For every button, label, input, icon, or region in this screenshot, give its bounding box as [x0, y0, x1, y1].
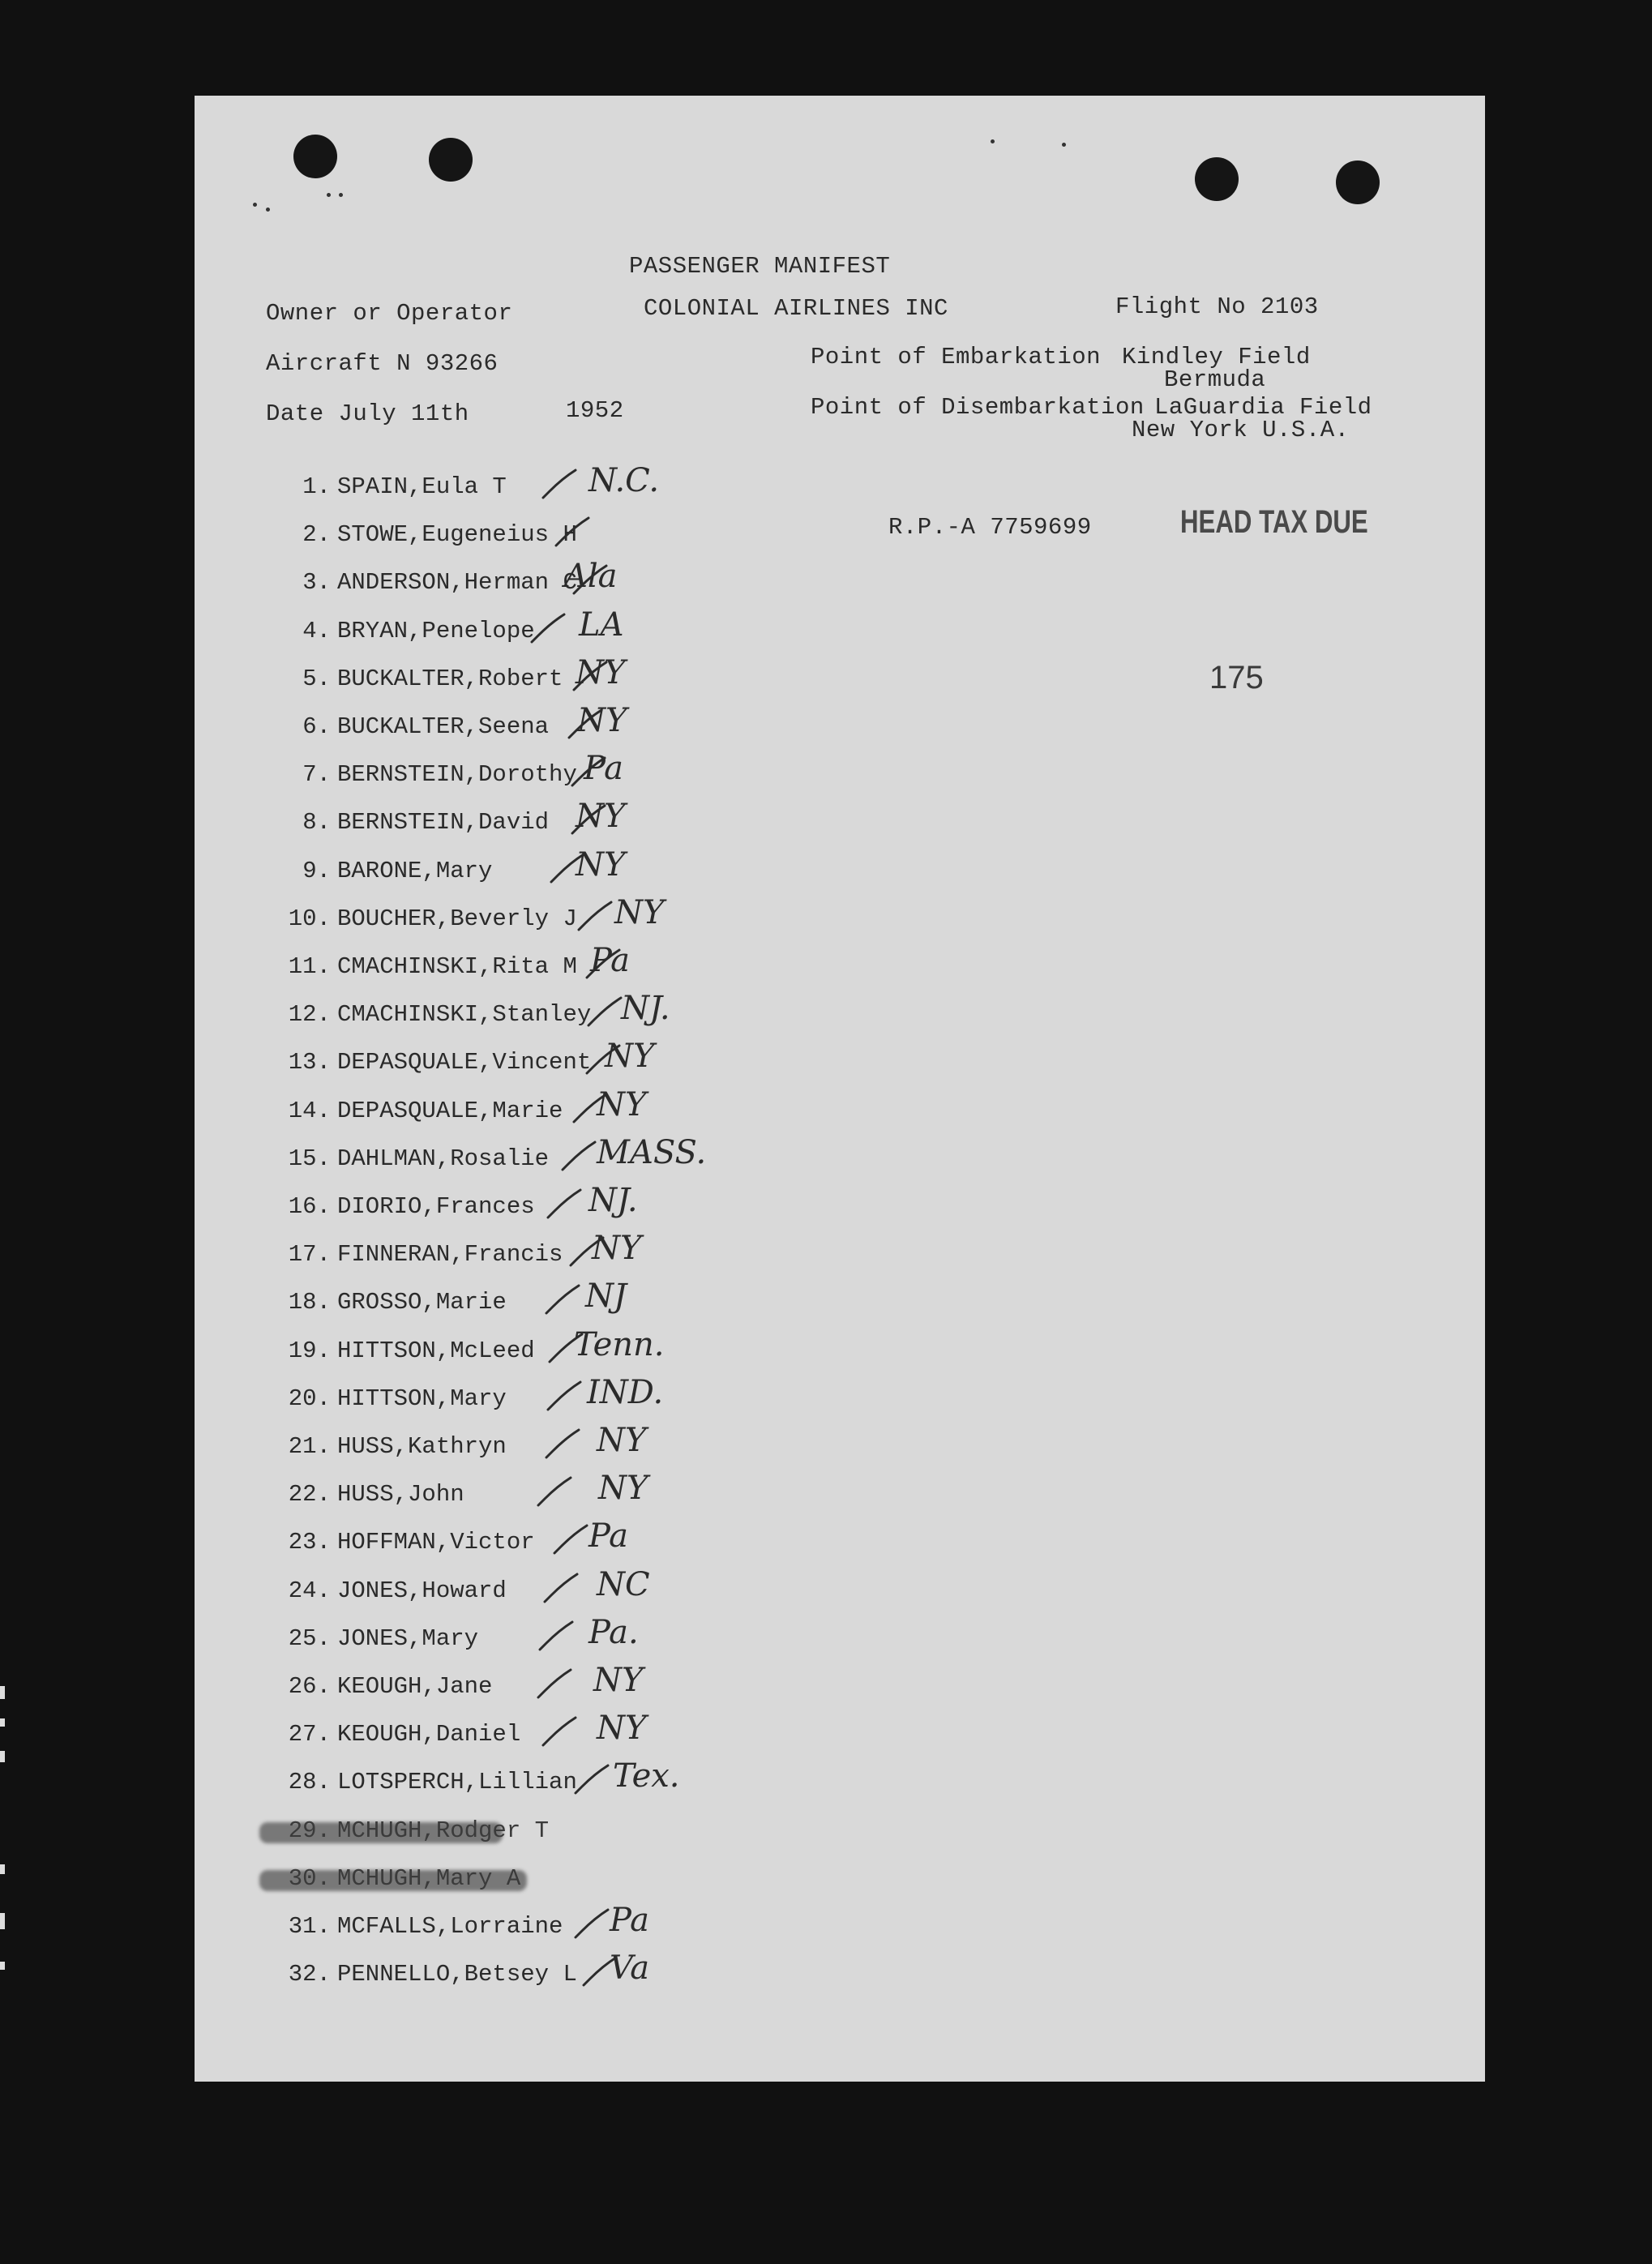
state-handwritten: NY [592, 1230, 642, 1268]
passenger-name: MCHUGH,Rodger T [337, 1817, 550, 1844]
embark-value-2: Bermuda [1164, 366, 1266, 393]
passenger-number: 14. [288, 1097, 331, 1124]
passenger-name: CMACHINSKI,Rita M [337, 953, 577, 980]
passenger-number: 23. [288, 1529, 331, 1556]
passenger-name: FINNERAN,Francis [337, 1241, 563, 1269]
embark-label: Point of Embarkation [811, 344, 1102, 370]
passenger-row [267, 1133, 1159, 1183]
passenger-number: 22. [288, 1481, 331, 1509]
passenger-row [267, 1613, 1159, 1663]
passenger-number: 30. [288, 1864, 331, 1892]
punch-hole [293, 135, 337, 178]
passenger-name: DIORIO,Frances [337, 1193, 535, 1220]
manifest-page [195, 96, 1485, 2082]
passenger-row [267, 1949, 1159, 1998]
state-handwritten: NC [597, 1565, 650, 1603]
check-mark [543, 1427, 584, 1464]
speck [1062, 143, 1066, 147]
speck [991, 139, 995, 143]
passenger-row [267, 942, 1159, 991]
passenger-row [267, 558, 1159, 606]
date-label: Date July 11th [266, 400, 469, 427]
passenger-row [267, 1662, 1159, 1710]
passenger-name: PENNELLO,Betsey L [337, 1961, 577, 1988]
passenger-number: 13. [288, 1049, 331, 1076]
owner-value: COLONIAL AIRLINES INC [644, 295, 948, 322]
passenger-name: SPAIN,Eula T [337, 473, 507, 500]
state-handwritten: NY [597, 1422, 647, 1459]
passenger-number: 1. [302, 473, 331, 500]
state-handwritten: LA [579, 606, 624, 644]
passenger-name: BUCKALTER,Seena [337, 713, 550, 740]
state-handwritten: NY [597, 1085, 647, 1123]
passenger-number: 25. [288, 1624, 331, 1652]
passenger-name: MCFALLS,Lorraine [337, 1913, 563, 1940]
passenger-row [267, 1710, 1159, 1758]
passenger-name: KEOUGH,Daniel [337, 1721, 521, 1748]
speck [253, 203, 257, 207]
passenger-number: 9. [302, 857, 331, 884]
punch-hole [1195, 157, 1239, 201]
passenger-number: 3. [302, 569, 331, 597]
passenger-row [267, 1817, 1159, 1855]
passenger-number: 17. [288, 1241, 331, 1269]
passenger-row [267, 1230, 1159, 1278]
state-handwritten: NJ [585, 1278, 627, 1316]
passenger-row [267, 1373, 1159, 1423]
passenger-number: 4. [302, 617, 331, 644]
state-handwritten: Pa [590, 942, 630, 979]
check-mark [541, 1571, 582, 1608]
state-handwritten: NY [605, 1038, 655, 1076]
passenger-name: BERNSTEIN,Dorothy [337, 761, 577, 789]
speck [327, 193, 331, 197]
passenger-name: HITTSON,Mary [337, 1385, 507, 1412]
head-tax-stamp: HEAD TAX DUE [1180, 504, 1368, 540]
passenger-name: HOFFMAN,Victor [337, 1529, 535, 1556]
passenger-number: 27. [288, 1721, 331, 1748]
passenger-row [267, 798, 1159, 846]
passenger-name: JONES,Howard [337, 1577, 507, 1604]
passenger-row [267, 1422, 1159, 1470]
passenger-number: 26. [288, 1673, 331, 1700]
passenger-row [267, 521, 1159, 559]
check-mark [572, 1907, 613, 1944]
state-handwritten: NY [577, 702, 627, 739]
check-mark [540, 1714, 580, 1752]
passenger-number: 18. [288, 1289, 331, 1316]
disembark-label: Point of Disembarkation [811, 394, 1145, 421]
punch-hole [1336, 160, 1380, 204]
passenger-name: BRYAN,Penelope [337, 617, 535, 644]
passenger-row [267, 1085, 1159, 1135]
passenger-name: KEOUGH,Jane [337, 1673, 493, 1700]
owner-label: Owner or Operator [266, 300, 513, 327]
state-handwritten: NJ. [588, 1182, 638, 1219]
passenger-name: BARONE,Mary [337, 857, 493, 884]
state-handwritten: NY [593, 1662, 644, 1699]
passenger-row [267, 1902, 1159, 1950]
state-handwritten: Pa [588, 1517, 628, 1556]
passenger-name: GROSSO,Marie [337, 1289, 507, 1316]
check-mark [537, 1619, 577, 1656]
check-mark [545, 1379, 585, 1416]
check-mark [540, 467, 580, 504]
manifest-title: PASSENGER MANIFEST [629, 253, 891, 280]
state-handwritten: NY [576, 845, 626, 884]
passenger-number: 31. [288, 1913, 331, 1940]
passenger-name: DEPASQUALE,Marie [337, 1097, 563, 1124]
state-handwritten: NY [597, 1710, 647, 1748]
passenger-row [267, 1182, 1159, 1230]
passenger-name: BOUCHER,Beverly J [337, 905, 577, 932]
check-mark [529, 611, 569, 648]
passenger-number: 2. [302, 521, 331, 549]
speck [266, 208, 270, 212]
check-mark [572, 1762, 613, 1800]
passenger-row [267, 1517, 1159, 1566]
passenger-number: 11. [288, 953, 331, 980]
passenger-name: HUSS,Kathryn [337, 1433, 507, 1460]
state-handwritten: N.C. [588, 462, 660, 499]
passenger-name: DEPASQUALE,Vincent [337, 1049, 592, 1076]
passenger-number: 21. [288, 1433, 331, 1460]
passenger-row [267, 1865, 1159, 1902]
passenger-row [267, 462, 1159, 511]
check-mark [585, 995, 626, 1032]
passenger-name: HITTSON,McLeed [337, 1337, 535, 1364]
passenger-number: 28. [288, 1769, 331, 1796]
passenger-row [267, 845, 1159, 895]
passenger-row [267, 1038, 1159, 1086]
flight-number: Flight No 2103 [1115, 293, 1319, 320]
passenger-number: 32. [288, 1961, 331, 1988]
check-mark [535, 1667, 576, 1704]
state-handwritten: NY [576, 798, 626, 836]
passenger-row [267, 1325, 1159, 1375]
state-handwritten: Pa [584, 750, 623, 788]
passenger-number: 16. [288, 1193, 331, 1220]
state-handwritten: IND. [587, 1373, 664, 1411]
aircraft-number: Aircraft N 93266 [266, 350, 499, 377]
state-handwritten: NY [576, 653, 626, 691]
passenger-number: 29. [288, 1817, 331, 1844]
passenger-row [267, 1278, 1159, 1326]
state-handwritten: Tenn. [574, 1325, 665, 1363]
passenger-name: LOTSPERCH,Lillian [337, 1769, 577, 1796]
passenger-row [267, 702, 1159, 751]
film-edge-marks [0, 0, 6, 2264]
state-handwritten: Pa [610, 1902, 649, 1939]
state-handwritten: NY [598, 1470, 648, 1508]
passenger-number: 19. [288, 1337, 331, 1364]
passenger-name: CMACHINSKI,Stanley [337, 1001, 592, 1029]
passenger-number: 24. [288, 1577, 331, 1604]
state-handwritten: NJ. [621, 990, 670, 1028]
passenger-name: HUSS,John [337, 1481, 464, 1509]
check-mark [551, 1522, 592, 1560]
passenger-number: 20. [288, 1385, 331, 1412]
count-number: 175 [1209, 660, 1264, 695]
check-mark [576, 899, 616, 936]
passenger-name: MCHUGH,Mary A [337, 1864, 521, 1892]
passenger-number: 5. [302, 665, 331, 692]
passenger-row [267, 1470, 1159, 1518]
state-handwritten: MASS. [597, 1133, 707, 1171]
passenger-row [267, 1757, 1159, 1806]
check-mark [535, 1474, 576, 1512]
disembark-value: LaGuardia Field [1154, 394, 1372, 421]
passenger-name: ANDERSON,Herman C [337, 569, 577, 597]
state-handwritten: Pa. [588, 1613, 639, 1651]
state-handwritten: Ala [564, 558, 618, 596]
passenger-number: 12. [288, 1001, 331, 1029]
check-mark [543, 1282, 584, 1320]
state-handwritten: Va [610, 1949, 650, 1988]
passenger-name: STOWE,Eugeneius H [337, 521, 577, 549]
speck [339, 193, 343, 197]
disembark-value-2: New York U.S.A. [1132, 417, 1350, 443]
passenger-number: 10. [288, 905, 331, 932]
passenger-number: 7. [302, 761, 331, 789]
state-handwritten: NY [614, 893, 665, 931]
passenger-name: BUCKALTER,Robert [337, 665, 563, 692]
state-handwritten: Tex. [613, 1757, 680, 1795]
passenger-number: 6. [302, 713, 331, 740]
check-mark [545, 1187, 585, 1224]
passenger-number: 8. [302, 809, 331, 837]
punch-hole [429, 138, 473, 182]
passenger-row [267, 1565, 1159, 1615]
passenger-row [267, 893, 1159, 943]
passenger-name: BERNSTEIN,David [337, 809, 550, 837]
passenger-row [267, 990, 1159, 1038]
passenger-row [267, 606, 1159, 655]
check-mark [559, 1139, 600, 1176]
passenger-name: DAHLMAN,Rosalie [337, 1145, 550, 1172]
passenger-row [267, 653, 1159, 703]
embark-value: Kindley Field [1122, 344, 1311, 370]
passenger-name: JONES,Mary [337, 1624, 479, 1652]
rp-number: R.P.-A 7759699 [888, 514, 1092, 541]
passenger-number: 15. [288, 1145, 331, 1172]
check-mark [553, 515, 593, 552]
date-year: 1952 [566, 397, 624, 424]
passenger-row [267, 750, 1159, 798]
